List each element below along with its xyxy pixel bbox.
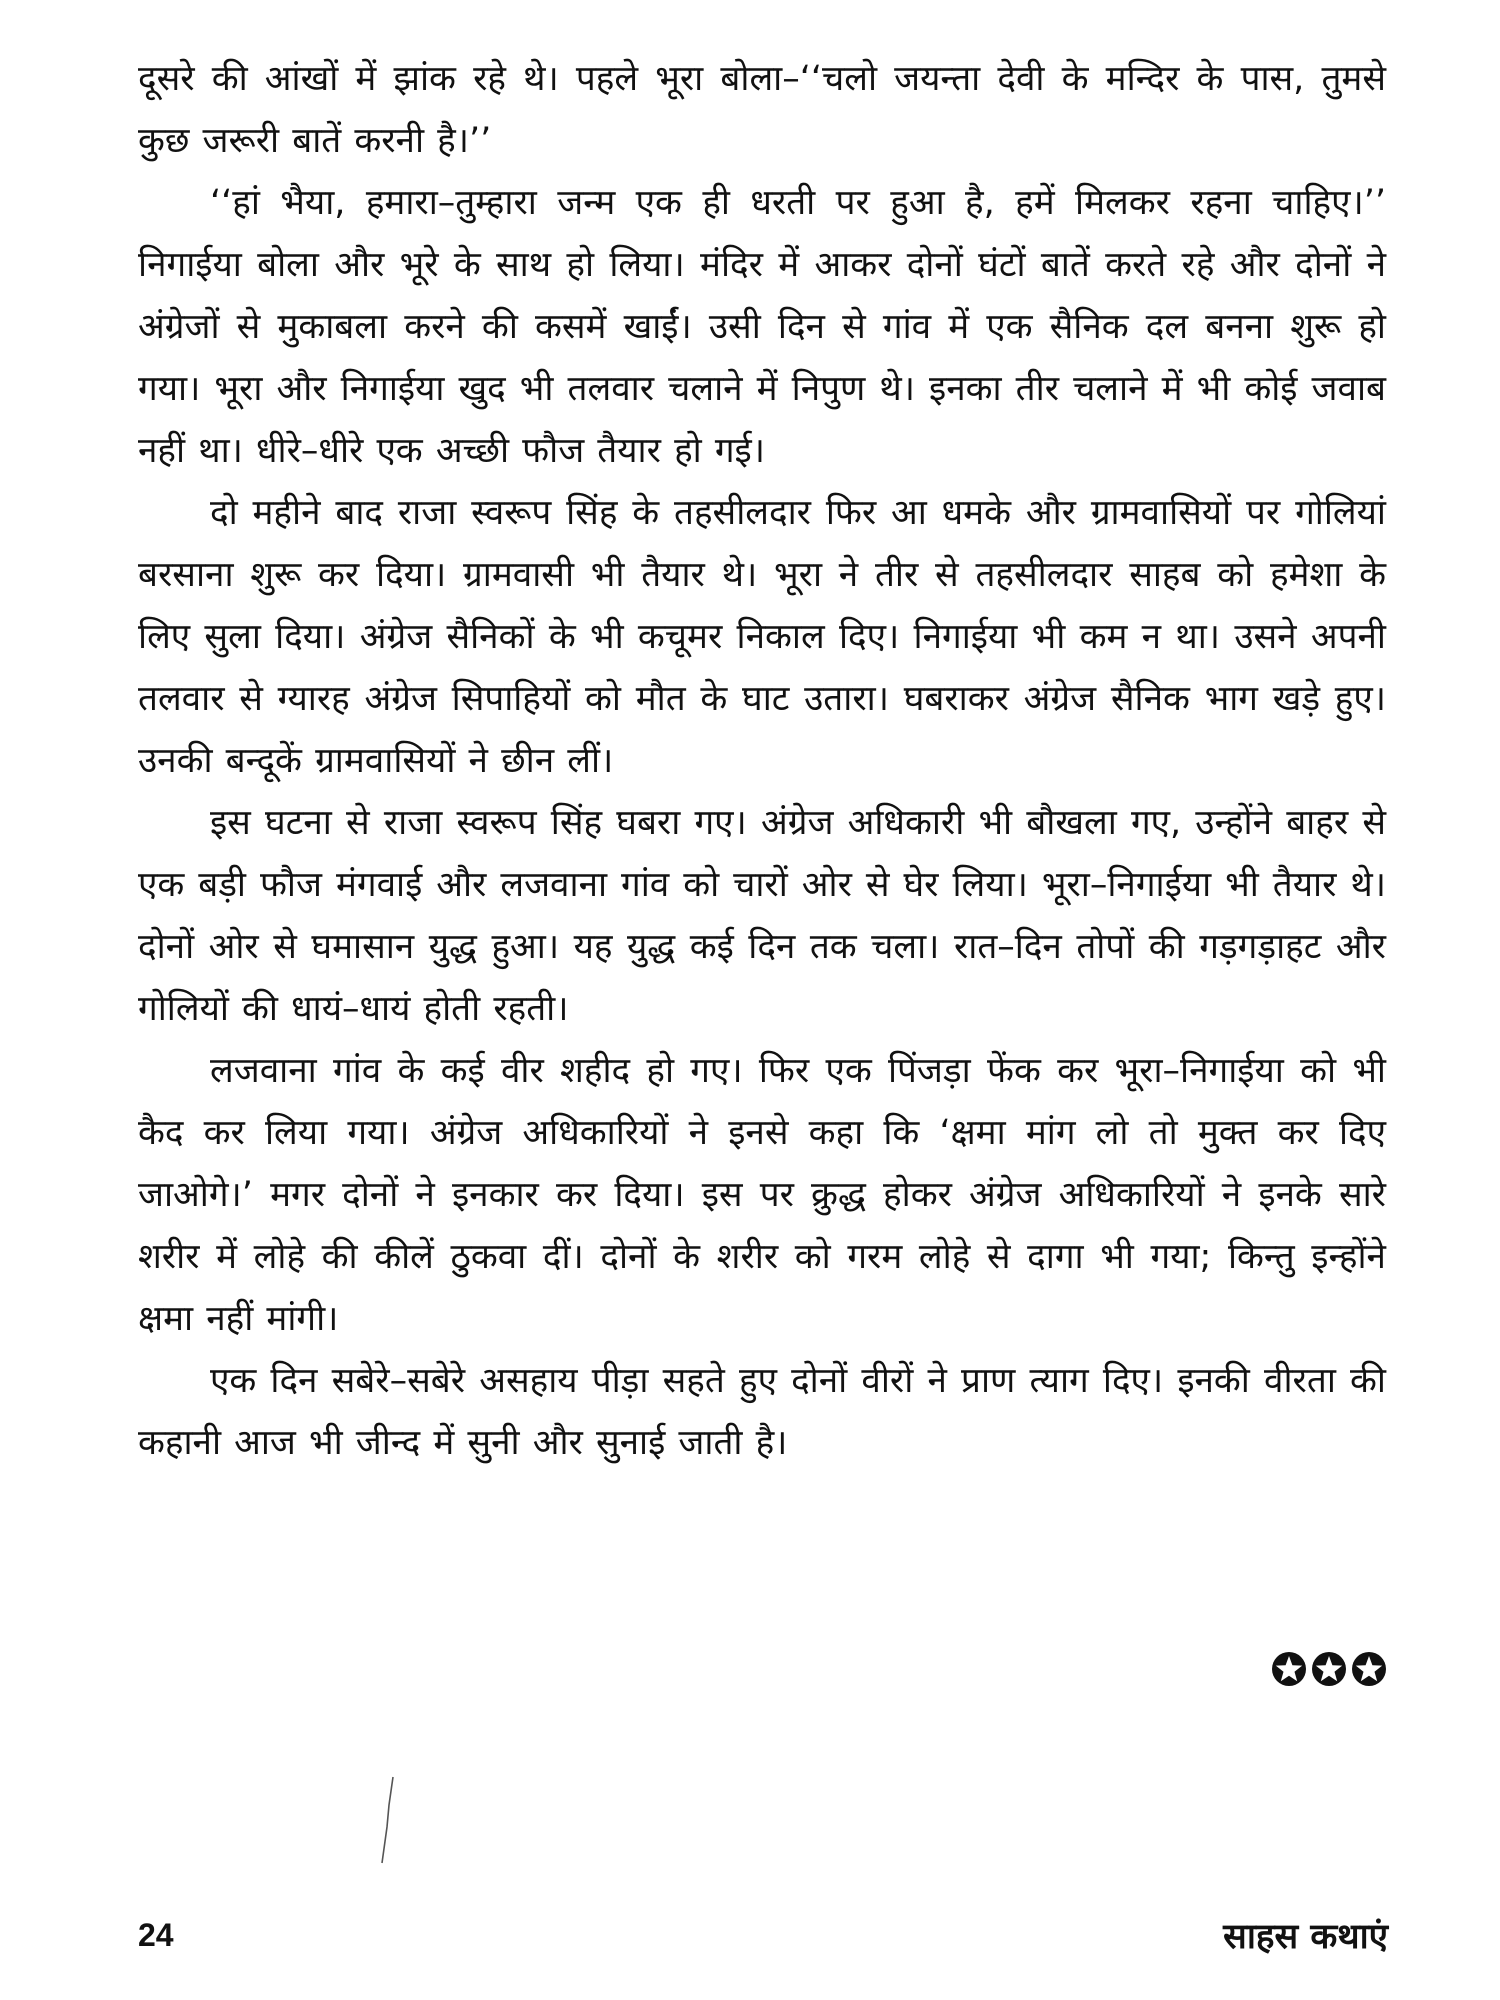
scan-artifact-mark	[378, 1775, 398, 1865]
page-number: 24	[138, 1916, 174, 1953]
paragraph: लजवाना गांव के कई वीर शहीद हो गए। फिर एक पिंजड़ा फेंक कर भूरा–निगाईया को भी कैद कर लिया गया। अंग्रेज अधिकारियों ने इनसे कहा कि ‘क्षमा मांग लो तो मुक्त कर दिए जाओगे।’ मगर दोनों ने इनकार कर दिया। इस पर क्रुद्ध होकर अंग्रेज अधिकारियों ने इनके सारे शरीर में लोहे की कीलें ठुकवा दीं। दोनों के शरीर को गरम लोहे से दागा भी गया; किन्तु इन्होंने क्षमा नहीं मांगी।	[138, 1051, 1386, 1339]
story-text	[138, 48, 1386, 1474]
paragraph: इस घटना से राजा स्वरूप सिंह घबरा गए। अंग्रेज अधिकारी भी बौखला गए, उन्होंने बाहर से एक बड़ी फौज मंगवाई और लजवाना गांव को चारों ओर से घेर लिया। भूरा–निगाईया भी तैयार थे। दोनों ओर से घमासान युद्ध हुआ। यह युद्ध कई दिन तक चला। रात–दिन तोपों की गड़गड़ाहट और गोलियों की धायं–धायं होती रहती।	[138, 803, 1386, 1029]
book-title: साहस कथाएं	[1223, 1916, 1388, 1957]
paragraph: दो महीने बाद राजा स्वरूप सिंह के तहसीलदार फिर आ धमके और ग्रामवासियों पर गोलियां बरसाना शुरू कर दिया। ग्रामवासी भी तैयार थे। भूरा ने तीर से तहसीलदार साहब को हमेशा के लिए सुला दिया। अंग्रेज सैनिकों के भी कचूमर निकाल दिए। निगाईया भी कम न था। उसने अपनी तलवार से ग्यारह अंग्रेज सिपाहियों को मौत के घाट उतारा। घबराकर अंग्रेज सैनिक भाग खड़े हुए। उनकी बन्दूकें ग्रामवासियों ने छीन लीं।	[138, 493, 1386, 781]
star-in-circle-icon	[1270, 1650, 1308, 1688]
star-in-circle-icon	[1350, 1650, 1388, 1688]
paragraph: ‘‘हां भैया, हमारा–तुम्हारा जन्म एक ही धरती पर हुआ है, हमें मिलकर रहना चाहिए।’’ निगाईया बोला और भूरे के साथ हो लिया। मंदिर में आकर दोनों घंटों बातें करते रहे और दोनों ने अंग्रेजों से मुकाबला करने की कसमें खाईं। उसी दिन से गांव में एक सैनिक दल बनना शुरू हो गया। भूरा और निगाईया खुद भी तलवार चलाने में निपुण थे। इनका तीर चलाने में भी कोई जवाब नहीं था। धीरे–धीरे एक अच्छी फौज तैयार हो गई।	[138, 183, 1386, 471]
paragraph: एक दिन सबेरे–सबेरे असहाय पीड़ा सहते हुए दोनों वीरों ने प्राण त्याग दिए। इनकी वीरता की कहानी आज भी जीन्द में सुनी और सुनाई जाती है।	[138, 1361, 1386, 1463]
star-in-circle-icon	[1310, 1650, 1348, 1688]
page-footer	[138, 1910, 1388, 1960]
paragraph-continued: दूसरे की आंखों में झांक रहे थे। पहले भूरा बोला–‘‘चलो जयन्ता देवी के मन्दिर के पास, तुमसे कुछ जरूरी बातें करनी है।’’	[138, 59, 1386, 161]
end-of-story-ornament	[1270, 1650, 1388, 1688]
